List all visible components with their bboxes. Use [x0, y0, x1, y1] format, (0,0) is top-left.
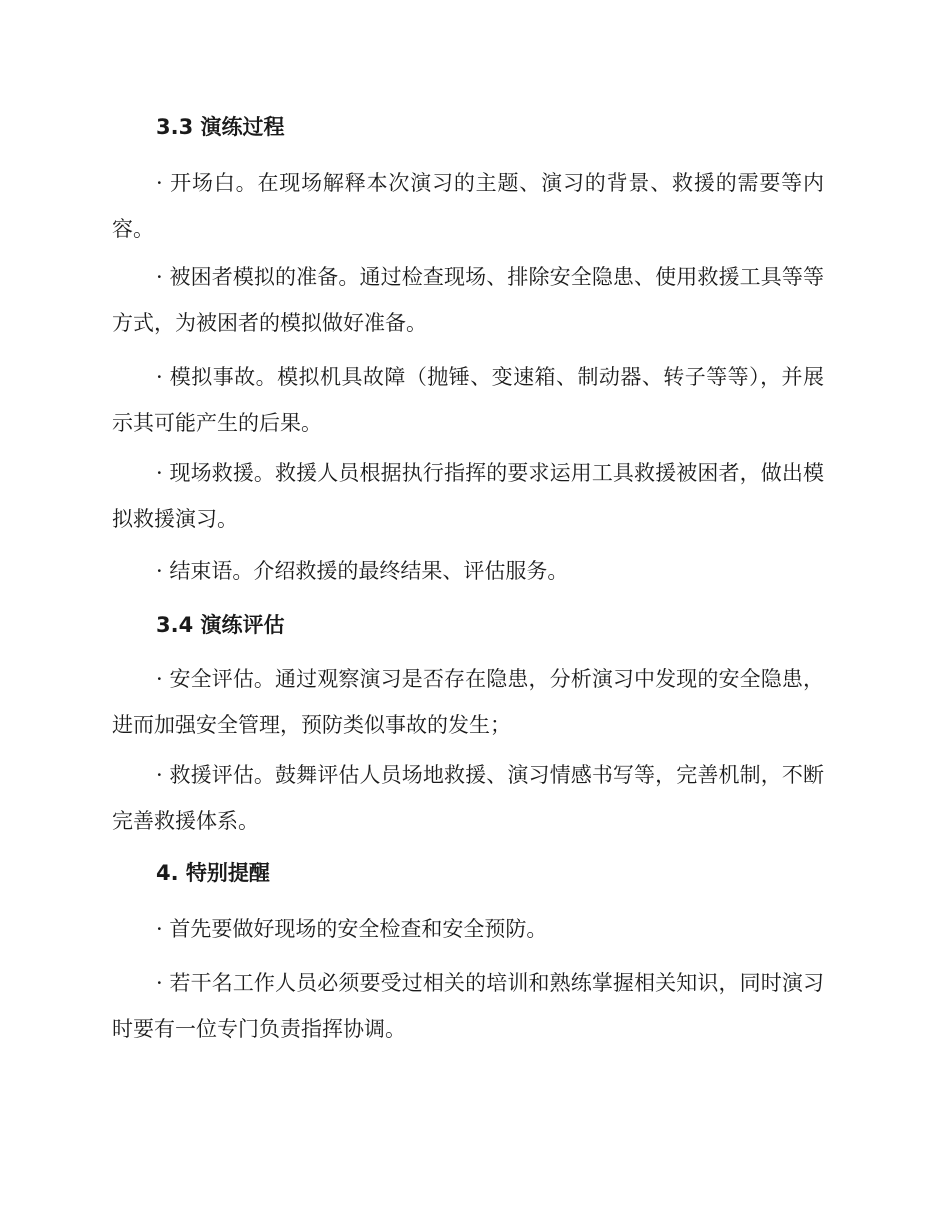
- paragraph-staff-training: · 若干名工作人员必须要受过相关的培训和熟练掌握相关知识，同时演习时要有一位专门负责指挥协调。: [112, 971, 824, 1041]
- paragraph-preparation: · 被困者模拟的准备。通过检查现场、排除安全隐患、使用救援工具等等方式，为被困者的模拟做好准备。: [112, 265, 824, 335]
- section-heading-4: 4. 特别提醒: [156, 861, 270, 885]
- paragraph-rescue-evaluation: · 救援评估。鼓舞评估人员场地救援、演习情感书写等，完善机制，不断完善救援体系。: [112, 763, 824, 833]
- section-heading-3-4: 3.4 演练评估: [156, 613, 285, 637]
- paragraph-opening: · 开场白。在现场解释本次演习的主题、演习的背景、救援的需要等内容。: [112, 171, 824, 241]
- paragraph-closing: · 结束语。介绍救援的最终结果、评估服务。: [156, 559, 569, 583]
- paragraph-onsite-rescue: · 现场救援。救援人员根据执行指挥的要求运用工具救援被困者，做出模拟救援演习。: [112, 461, 824, 531]
- paragraph-simulated-accident: · 模拟事故。模拟机具故障（抛锤、变速箱、制动器、转子等等），并展示其可能产生的后果。: [112, 365, 824, 435]
- paragraph-safety-check: · 首先要做好现场的安全检查和安全预防。: [156, 917, 548, 941]
- section-heading-3-3: 3.3 演练过程: [156, 115, 285, 139]
- paragraph-safety-evaluation: · 安全评估。通过观察演习是否存在隐患，分析演习中发现的安全隐患，进而加强安全管理，预防类似事故的发生；: [112, 667, 824, 737]
